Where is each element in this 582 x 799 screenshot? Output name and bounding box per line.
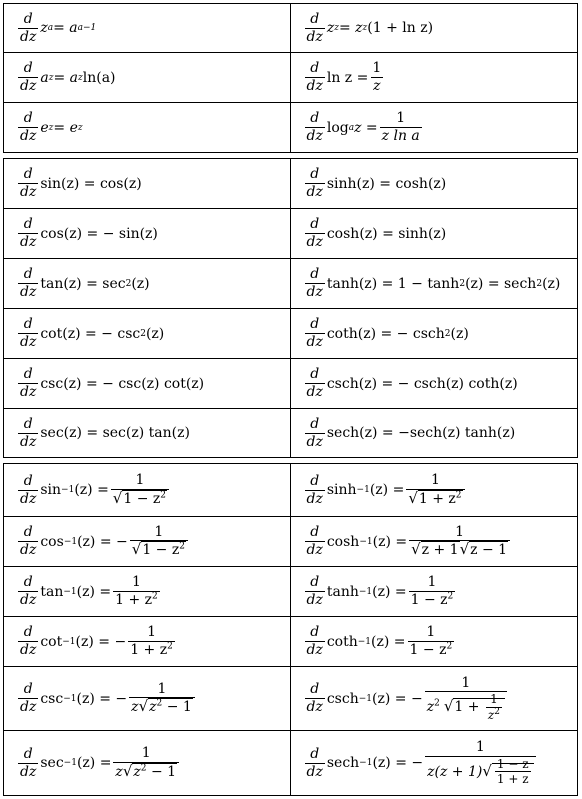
formula-log-base-a	[303, 111, 424, 143]
table-row	[4, 259, 577, 309]
dz-denominator: dz	[306, 28, 323, 45]
numerator: 1	[141, 745, 151, 762]
sqrt-sign: √	[131, 540, 142, 559]
formula-cell	[291, 359, 578, 408]
text: z	[426, 699, 435, 716]
d-numerator: d	[310, 574, 320, 591]
formula-sinh	[303, 167, 447, 199]
d-numerator: d	[310, 624, 320, 641]
formula-cell	[4, 309, 291, 358]
denominator	[113, 762, 179, 780]
dz-denominator: dz	[20, 128, 37, 144]
text: 1 − z	[409, 642, 447, 658]
exp: 2	[434, 698, 440, 709]
formula-cell	[291, 209, 578, 258]
sqrt-sign: √	[122, 761, 133, 780]
d-numerator: d	[310, 415, 320, 432]
dz-denominator: dz	[306, 763, 323, 780]
dz-denominator: dz	[306, 542, 323, 558]
formula-cell	[291, 103, 578, 152]
text: coth(z) = − csch	[326, 325, 445, 342]
text: 1 + z	[418, 490, 456, 507]
formula-cell	[4, 567, 291, 616]
dz-denominator: dz	[306, 699, 323, 715]
formula-arccsc: $\frac{d}{dz}$ csc −1 (z) = − $\frac{1}{z√z^2 - 1}$	[16, 682, 197, 715]
text: sinh	[326, 482, 357, 498]
formula-arccot: $\frac{d}{dz}$ cot −1 (z) = − $\frac{1}{1 + z^2}$	[20, 624, 173, 658]
exp: 2	[455, 490, 462, 501]
text: (z) =	[74, 482, 109, 498]
text: (z) = sech	[465, 275, 537, 292]
subscript: a	[348, 122, 355, 133]
d-numerator: d	[23, 166, 33, 183]
denominator	[111, 489, 169, 507]
exp: 2	[167, 641, 173, 652]
text: (z) = −	[372, 690, 423, 707]
table-row	[4, 209, 577, 259]
exp: z	[48, 72, 54, 83]
denominator	[425, 691, 507, 721]
text: sec	[40, 755, 64, 771]
dz-denominator: dz	[20, 334, 37, 350]
text: sech	[326, 755, 360, 771]
dz-denominator: dz	[20, 78, 37, 94]
numerator: 1	[157, 680, 167, 697]
denominator: 1 + z	[496, 772, 529, 787]
d-numerator: d	[23, 266, 33, 283]
text: (z) =	[372, 583, 407, 600]
exp: 2	[140, 763, 147, 774]
numerator: 1	[396, 110, 406, 127]
formula-cell	[4, 259, 291, 308]
exp: 2	[156, 698, 163, 709]
d-numerator: d	[310, 366, 320, 383]
d-numerator: d	[310, 266, 320, 283]
formula-cell	[291, 731, 578, 795]
d-numerator: d	[23, 366, 33, 383]
text: z	[115, 763, 123, 780]
text: (z) = −	[75, 633, 127, 650]
formula-cell	[4, 209, 291, 258]
formula-cell	[291, 309, 578, 358]
text: cot(z) = − csc	[40, 325, 141, 342]
d-numerator: d	[23, 624, 33, 641]
dz-denominator: dz	[20, 28, 37, 45]
d-numerator: d	[310, 166, 320, 183]
text: sin(z) = cos(z)	[40, 175, 142, 192]
radicand	[418, 490, 463, 507]
numerator: 1	[430, 472, 440, 489]
dz-denominator: dz	[20, 490, 37, 507]
text: log	[326, 119, 349, 136]
denominator	[130, 540, 188, 558]
formula-ln	[303, 61, 386, 93]
table-power-exp-log	[3, 3, 578, 153]
table-row	[4, 617, 577, 667]
text: = a	[53, 69, 78, 86]
numerator: 1	[490, 692, 498, 707]
exp: a	[47, 23, 54, 33]
formula-z-to-z	[303, 12, 434, 44]
dz-denominator: dz	[306, 433, 323, 450]
dz-denominator: dz	[306, 234, 323, 250]
formula-cell	[4, 464, 291, 516]
dz-denominator: dz	[20, 542, 37, 558]
radicand	[492, 756, 534, 787]
var: e	[40, 119, 49, 136]
d-numerator: d	[310, 681, 320, 698]
d-numerator: d	[23, 60, 33, 77]
text: − 1	[162, 699, 192, 716]
text: tanh	[326, 583, 359, 600]
text: (z) = −	[77, 533, 128, 550]
exp: 2	[160, 490, 167, 501]
text: z	[131, 699, 139, 716]
dz-denominator: dz	[20, 184, 37, 200]
radicand	[132, 763, 177, 780]
var: z	[326, 20, 335, 36]
exp: 2	[447, 591, 454, 602]
numerator: 1	[455, 523, 465, 540]
table-row	[4, 567, 577, 617]
text: 1 + z	[115, 592, 153, 608]
text: csc(z) = − csc(z) cot(z)	[40, 375, 205, 392]
text: cosh(z) = sinh(z)	[326, 225, 447, 242]
formula-cell	[291, 4, 578, 52]
text: tanh(z) = 1 − tanh	[326, 275, 460, 292]
text: csch(z) = − csch(z) coth(z)	[326, 375, 518, 392]
sqrt-sign: √	[443, 697, 454, 716]
table-inverse-functions	[3, 463, 578, 796]
radicand	[453, 692, 505, 722]
numerator: 1 − z	[496, 756, 529, 771]
d-numerator: d	[23, 415, 33, 432]
formula-sec	[16, 417, 190, 449]
exp: 2	[152, 591, 158, 602]
text: (z)	[145, 325, 165, 342]
text: ln(a)	[82, 69, 116, 86]
numerator: 1	[427, 574, 437, 591]
formula-cell	[4, 617, 291, 666]
exp: 2	[494, 706, 500, 717]
formula-cell	[4, 159, 291, 208]
var: a	[40, 69, 49, 86]
formula-cell	[291, 667, 578, 730]
formula-csc	[16, 367, 204, 399]
d-numerator: d	[310, 472, 320, 489]
text: (z) =	[76, 583, 112, 600]
sqrt-sign: √	[112, 488, 123, 507]
formula-cot: $\frac{d}{dz}$ cot(z) = − csc 2 (z)	[20, 316, 165, 350]
exp: z	[334, 23, 339, 33]
sqrt-sign: √	[459, 540, 470, 559]
denominator	[486, 707, 502, 722]
dz-denominator: dz	[306, 592, 323, 608]
sqrt-sign: √	[138, 697, 149, 716]
denominator	[129, 697, 195, 715]
radicand	[148, 698, 193, 715]
numerator: 1	[372, 60, 382, 77]
text: (z)	[542, 275, 561, 292]
d-numerator: d	[310, 60, 320, 77]
dz-denominator: dz	[306, 642, 323, 658]
d-numerator: d	[23, 316, 33, 333]
text: (z) =	[369, 482, 405, 498]
numerator: 1	[426, 624, 436, 641]
text: coth	[326, 633, 358, 650]
d-numerator: d	[310, 110, 320, 127]
dz-denominator: dz	[20, 763, 37, 780]
d-numerator: d	[23, 10, 33, 27]
text: (z) = −	[76, 690, 128, 707]
dz-denominator: dz	[306, 490, 323, 507]
dz-denominator: dz	[306, 384, 323, 400]
formula-cell	[4, 517, 291, 566]
text: − 1	[146, 763, 177, 780]
table-row	[4, 517, 577, 567]
formula-csch	[303, 367, 518, 399]
text: (z) =	[371, 633, 406, 650]
formula-cell	[4, 667, 291, 730]
sqrt-sign: √	[482, 761, 492, 780]
d-numerator: d	[23, 472, 33, 489]
formula-cell	[291, 567, 578, 616]
sqrt-sign: √	[411, 540, 421, 559]
formula-sech	[303, 417, 516, 449]
exp: a−1	[77, 23, 97, 33]
text: ln z =	[326, 69, 369, 86]
d-numerator: d	[310, 216, 320, 233]
radicand: z + 1	[421, 542, 459, 559]
denominator	[408, 641, 455, 658]
formula-arccos: $\frac{d}{dz}$ cos −1 (z) = − $\frac{1}{√1 - z^2}$	[16, 525, 190, 558]
denominator	[425, 756, 535, 786]
table-row	[4, 4, 577, 53]
formula-arcsin: $\frac{d}{dz}$ sin −1 (z) = $\frac{1}{√1 - z^2}$	[16, 473, 171, 506]
text: (z) =	[372, 533, 408, 550]
table-row	[4, 159, 577, 209]
text: z	[149, 699, 157, 716]
formula-cell	[4, 731, 291, 795]
dz-denominator: dz	[20, 384, 37, 400]
formula-a-to-z	[16, 61, 116, 93]
text: sech(z) = −sech(z) tanh(z)	[326, 425, 516, 441]
table-row	[4, 53, 577, 103]
formula-sin	[16, 167, 142, 199]
table-trig-hyperbolic	[3, 158, 578, 458]
text: z	[487, 707, 495, 722]
formula-arcosh: $\frac{d}{dz}$ cosh −1 (z) = $\frac{1}{√z + 1√z - 1}$	[303, 525, 513, 558]
text: csch	[326, 690, 359, 707]
table-row	[4, 731, 577, 795]
d-numerator: d	[310, 524, 320, 541]
text: cos	[40, 533, 64, 550]
text: cot	[40, 633, 63, 650]
formula-cell	[291, 517, 578, 566]
denominator	[409, 591, 456, 608]
d-numerator: d	[310, 316, 320, 333]
formula-cell	[291, 409, 578, 457]
dz-denominator: dz	[20, 592, 37, 608]
formula-tanh: $\frac{d}{dz}$ tanh(z) = 1 − tanh 2 (z) = sech 2 (z)	[306, 266, 561, 300]
text: z(z + 1)	[427, 763, 483, 780]
text: tan(z) = sec	[40, 275, 126, 292]
text: csc	[40, 690, 64, 707]
text: 1 + z	[130, 642, 168, 658]
formula-exp	[16, 111, 83, 143]
formula-cell	[291, 617, 578, 666]
formula-cosh	[303, 217, 447, 249]
formula-cell	[4, 409, 291, 457]
numerator: 1	[135, 472, 145, 489]
exp: 2	[179, 541, 185, 552]
formula-cell	[4, 359, 291, 408]
d-numerator: d	[23, 745, 33, 762]
text: = z	[338, 20, 363, 36]
dz-denominator: dz	[306, 334, 323, 350]
formula-cell	[4, 53, 291, 102]
formula-cell	[291, 53, 578, 102]
numerator: 1	[147, 624, 156, 641]
dz-denominator: dz	[20, 699, 37, 715]
dz-denominator: dz	[20, 284, 37, 300]
denominator	[128, 641, 175, 658]
exp: z	[362, 23, 368, 33]
table-row	[4, 464, 577, 517]
d-numerator: d	[23, 524, 33, 541]
text: (z) =	[76, 755, 112, 771]
text: = a	[53, 20, 78, 36]
text: 1 − z	[410, 592, 448, 608]
numerator: 1	[475, 739, 485, 756]
denominator	[113, 591, 160, 608]
formula-cell	[4, 4, 291, 52]
formula-arcsch: $\frac{d}{dz}$ csch −1 (z) = − 1 $z^2$ √1 + $\frac{1}{z^2}$	[303, 676, 509, 722]
text: sec(z) = sec(z) tan(z)	[40, 425, 190, 441]
formula-power-rule	[16, 12, 96, 44]
dz-denominator: dz	[306, 128, 323, 144]
dz-denominator: dz	[306, 184, 323, 200]
sqrt-sign: √	[408, 488, 418, 507]
text: cosh	[326, 533, 360, 550]
table-row	[4, 103, 577, 152]
text: sinh(z) = cosh(z)	[326, 175, 447, 192]
formula-cell	[291, 159, 578, 208]
text: (z) = −	[372, 755, 424, 771]
denominator: z	[373, 78, 381, 94]
formula-cell	[291, 259, 578, 308]
d-numerator: d	[23, 681, 33, 698]
d-numerator: d	[310, 10, 320, 27]
radicand	[122, 490, 167, 507]
formula-coth: $\frac{d}{dz}$ coth(z) = − csch 2 (z)	[306, 316, 469, 350]
table-row	[4, 409, 577, 457]
text: (z)	[131, 275, 150, 292]
text: sin	[40, 482, 62, 498]
text: = e	[53, 119, 78, 136]
radicand: z − 1	[470, 542, 508, 559]
text: 1 − z	[142, 542, 180, 559]
formula-arsinh: $\frac{d}{dz}$ sinh −1 (z) = $\frac{1}{√1 + z^2}$	[303, 473, 467, 506]
dz-denominator: dz	[20, 433, 37, 450]
table-row	[4, 667, 577, 731]
dz-denominator: dz	[306, 78, 323, 94]
text: z	[133, 763, 141, 780]
table-row	[4, 359, 577, 409]
exp: 2	[446, 641, 453, 652]
text: 1 +	[454, 699, 484, 716]
text: (z)	[450, 325, 469, 342]
formula-arcoth: $\frac{d}{dz}$ coth −1 (z) = $\frac{1}{1 - z^2}$	[306, 624, 453, 658]
formula-tan: $\frac{d}{dz}$ tan(z) = sec 2 (z)	[20, 266, 150, 300]
text: cos(z) = − sin(z)	[40, 225, 158, 242]
text: (1 + ln z)	[367, 20, 434, 36]
dz-denominator: dz	[20, 642, 37, 658]
formula-arcsec: $\frac{d}{dz}$ sec −1 (z) = $\frac{1}{z√z^2 - 1}$	[16, 746, 181, 779]
d-numerator: d	[310, 745, 320, 762]
formula-cos	[16, 217, 158, 249]
var: z	[40, 20, 48, 36]
formula-cell	[4, 103, 291, 152]
denominator	[406, 489, 464, 507]
radicand	[141, 541, 186, 558]
numerator: 1	[131, 574, 141, 591]
numerator: 1	[154, 523, 164, 540]
exp: z	[77, 122, 83, 133]
text: tan	[40, 583, 64, 600]
exp: z	[48, 122, 54, 133]
exp: z	[77, 72, 83, 83]
d-numerator: d	[23, 110, 33, 127]
formula-arctan: $\frac{d}{dz}$ tan −1 (z) = $\frac{1}{1 + z^2}$	[20, 574, 158, 608]
d-numerator: d	[23, 574, 33, 591]
formula-artanh: $\frac{d}{dz}$ tanh −1 (z) = $\frac{1}{1 - z^2}$	[306, 574, 454, 608]
denominator	[409, 540, 510, 558]
dz-denominator: dz	[306, 284, 323, 300]
text: z =	[354, 119, 378, 136]
dz-denominator: dz	[20, 234, 37, 250]
table-row	[4, 309, 577, 359]
denominator: z ln a	[381, 128, 420, 144]
formula-arsech: $\frac{d}{dz}$ sech −1 (z) = − 1 z(z + 1)√ $\frac{1 - z}{1 + z}$	[303, 740, 538, 786]
text: 1 − z	[123, 490, 161, 507]
d-numerator: d	[23, 216, 33, 233]
formula-cell	[291, 464, 578, 516]
numerator: 1	[461, 674, 471, 691]
